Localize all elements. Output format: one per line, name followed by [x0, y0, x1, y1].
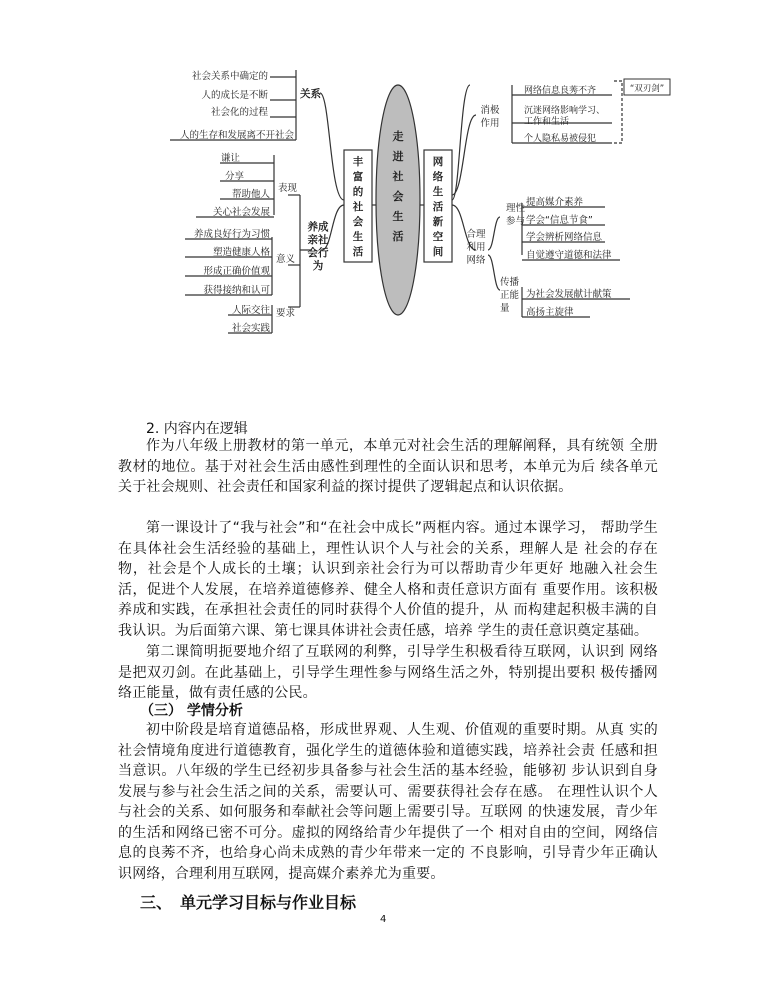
section-2-heading: 2. 内容内在逻辑: [146, 421, 248, 437]
performance-item-2: 分享: [224, 171, 244, 182]
page-number: 4: [380, 914, 387, 925]
relation-label: 关系: [300, 88, 321, 100]
performance-item-1: 谦让: [220, 153, 240, 164]
negative-item-1: 网络信息良莠不齐: [524, 86, 597, 96]
double-edge-label: “双刃剑”: [629, 84, 665, 94]
prosocial-label: 养成亲社会行为: [307, 221, 329, 272]
left-branch-label: 丰富的社会生活: [352, 156, 364, 258]
paragraph-4: 初中阶段是培育道德品格，形成世界观、人生观、价值观的重要时期。从真 实的社会情境角度进行道德教育，强化学生的道德体验和道德实践，培养社会责 任感和担当意识。八年级的学生已经初步具备参与社会生活的基本经验，能够初 步认识到自身发展与参与社会生活之间的关系，需要认可、需要获得社会存在感。 在理性认识个人与社会的关系、如何服务和奉献社会等问题上需要引导。互联网 的快速发展，青少年的生活和网络已密不可分。虚拟的网络给青少年提供了一个 相对自由的空间，网络信息的良莠不齐，也给身心尚未成熟的青少年带来一定的 不良影响，引导青少年正确认识网络，合理利用互联网，提高媒介素养尤为重要。: [118, 722, 658, 882]
performance-label: 表现: [278, 183, 298, 194]
relation-item-2: 人的成长是不断: [201, 90, 268, 101]
performance-item-4: 关心社会发展: [212, 207, 270, 218]
spread-label: 传播正能量: [500, 277, 520, 314]
relation-item-1: 社会关系中确定的: [191, 71, 268, 82]
relation-item-4: 人的生存和发展离不开社会: [179, 130, 294, 141]
right-branch-label: 网络生活新空间: [432, 156, 444, 258]
paragraph-3: 第二课简明扼要地介绍了互联网的利弊，引导学生积极看待互联网，认识到 网络是把双刃剑。在此基础上，引导学生理性参与网络生活之外，特别提出要积 极传播网络正能量，做有责任感的公民。: [118, 644, 658, 701]
meaning-item-4: 获得接纳和认可: [203, 285, 270, 296]
meaning-label: 意义: [276, 254, 296, 265]
requirement-item-2: 社会实践: [231, 323, 270, 334]
paragraph-2: 第一课设计了“我与社会”和“在社会中成长”两框内容。通过本课学习， 帮助学生在具体社会生活经验的基础上，理性认识个人与社会的关系，理解人是 社会的存在物，社会是个人成长的土壤；认识到亲社会行为可以帮助青少年更好 地融入社会生活，促进个人发展，在培养道德修养、健全人格和责任意识方面有 重要作用。该积极养成和实践，在承担社会责任的同时获得个人价值的提升，从 而构建起积极丰满的自我认识。为后面第六课、第七课具体讲社会责任感，培养 学生的责任意识奠定基础。: [118, 520, 658, 639]
svg-text:走进社会生活: 走进社会生活: [392, 130, 404, 243]
meaning-item-2: 塑造健康人格: [212, 247, 270, 258]
meaning-item-1: 养成良好行为习惯: [193, 229, 270, 240]
relation-item-3: 社会化的过程: [210, 107, 268, 118]
negative-item-3: 个人隐私易被侵犯: [524, 134, 597, 144]
unit-mind-map: [0, 55, 770, 400]
meaning-item-3: 形成正确价值观: [203, 266, 270, 277]
section-3-heading: （三） 学情分析: [140, 703, 243, 719]
rational-item-1: 提高媒介素养: [526, 197, 584, 208]
rational-item-4: 自觉遵守道德和法律: [526, 250, 612, 261]
rational-item-2: 学会“信息节食”: [526, 215, 593, 226]
rational-item-3: 学会辨析网络信息: [526, 232, 603, 243]
paragraph-1: 作为八年级上册教材的第一单元，本单元对社会生活的理解阐释，具有统领 全册教材的地位。基于对社会生活由感性到理性的全面认识和思考，本单元为后 续各单元关于社会规则、社会责任和国家利益的探讨提供了逻辑起点和认识依据。: [118, 438, 658, 495]
negative-item-2: 沉迷网络影响学习、工作和生活: [524, 106, 606, 127]
negative-label: 消极作用: [480, 105, 500, 129]
section-title: 三、 单元学习目标与作业目标: [140, 893, 357, 912]
performance-item-3: 帮助他人: [231, 189, 270, 200]
requirement-label: 要求: [276, 308, 296, 319]
reasonable-use-label: 合理利用网络: [466, 229, 486, 266]
spread-item-2: 高扬主旋律: [526, 307, 574, 318]
requirement-item-1: 人际交往: [231, 305, 270, 316]
spread-item-1: 为社会发展献计献策: [526, 289, 612, 300]
rational-label: 理性参与: [506, 203, 526, 227]
